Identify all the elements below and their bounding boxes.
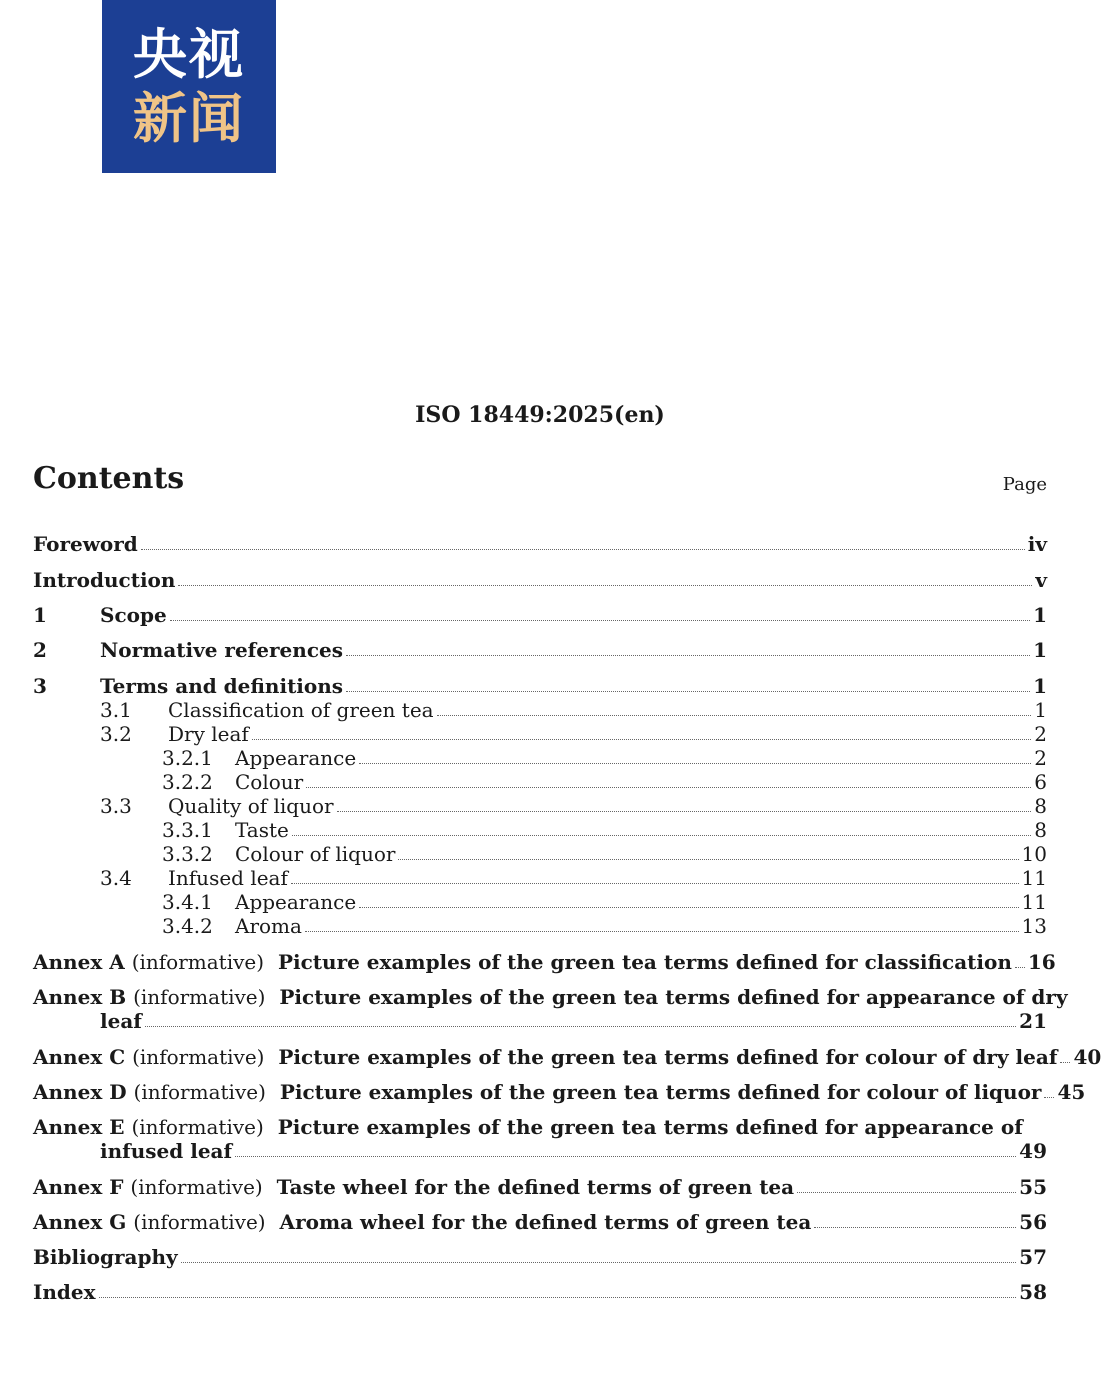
leader-dots [359,763,1031,764]
toc-entry-annex-b[interactable] [33,983,1068,1009]
leader-dots [292,835,1031,836]
annex-title-cont: leaf [100,1009,142,1033]
toc-label: Appearance [235,890,357,914]
leader-dots [145,1026,1016,1027]
toc-page: iv [1027,532,1047,556]
toc-entry-3-2-1[interactable] [162,744,1047,770]
toc-page: 11 [1021,890,1047,914]
annex-title: Picture examples of the green tea terms defined for colour of liquor [279,1080,1042,1104]
annex-title: Picture examples of the green tea terms defined for colour of dry leaf [278,1045,1058,1069]
annex-title: Picture examples of the green tea terms defined for classification [277,950,1012,974]
toc-entry-annex-g[interactable] [33,1208,1047,1234]
toc-page: 49 [1019,1139,1047,1163]
toc-label: Bibliography [33,1245,178,1269]
logo-text-top: 央视 [133,22,245,86]
toc-page: 57 [1019,1245,1047,1269]
toc-page: 21 [1019,1009,1047,1033]
leader-dots [797,1192,1016,1193]
annex-id: Annex G [33,1210,127,1234]
toc-page: 10 [1021,842,1047,866]
annex-id: Annex F [33,1175,124,1199]
toc-entry-annex-c[interactable] [33,1043,1101,1069]
toc-entry-annex-a[interactable] [33,948,1056,974]
annex-kind: (informative) [132,1045,265,1069]
toc-number: 3.2.1 [162,746,213,770]
annex-id: Annex A [33,950,125,974]
toc-page: 45 [1057,1080,1086,1104]
toc-label: Scope [100,603,167,627]
toc-entry-annex-e[interactable] [33,1113,1023,1139]
toc-entry-3-3-2[interactable] [162,840,1047,866]
toc-label: Dry leaf [168,722,249,746]
toc-label: Classification of green tea [168,698,434,722]
leader-dots [1060,1062,1070,1063]
toc-number: 3.3.2 [162,842,213,866]
leader-dots [306,787,1031,788]
toc-page: 8 [1034,794,1047,818]
toc-entry-annex-f[interactable] [33,1173,1047,1199]
toc-entry-3-4[interactable] [100,864,1047,890]
toc-label: Colour of liquor [235,842,396,866]
annex-id: Annex C [33,1045,126,1069]
leader-dots [398,859,1018,860]
toc-page: 58 [1019,1280,1047,1304]
annex-id: Annex E [33,1115,125,1139]
annex-title: Aroma wheel for the defined terms of green tea [279,1210,812,1234]
document-id: ISO 18449:2025(en) [415,402,665,428]
toc-page: 11 [1021,866,1047,890]
toc-number: 1 [33,603,47,627]
leader-dots [291,883,1019,884]
leader-dots [1044,1097,1054,1098]
toc-page: 6 [1034,770,1047,794]
toc-entry-3-3[interactable] [100,792,1047,818]
toc-label: Colour [235,770,304,794]
leader-dots [346,691,1030,692]
toc-label: Taste [235,818,289,842]
leader-dots [235,1156,1016,1157]
toc-label: Foreword [33,532,138,556]
leader-dots [346,655,1030,656]
toc-number: 3.4 [100,866,132,890]
annex-title-cont: infused leaf [100,1139,233,1163]
leader-dots [814,1227,1016,1228]
leader-dots [1015,967,1025,968]
toc-page: v [1035,568,1047,592]
annex-kind: (informative) [133,1210,266,1234]
cctv-news-logo [102,0,276,173]
toc-entry-3-2-2[interactable] [162,768,1047,794]
toc-label: Introduction [33,568,176,592]
toc-page: 2 [1034,722,1047,746]
toc-label: Infused leaf [168,866,288,890]
toc-entry-3-4-1[interactable] [162,888,1047,914]
logo-text-bottom: 新闻 [133,86,245,150]
toc-number: 3.1 [100,698,132,722]
toc-page: 13 [1021,914,1047,938]
toc-number: 3.4.1 [162,890,213,914]
annex-title: Picture examples of the green tea terms defined for appearance of dry [279,985,1068,1009]
leader-dots [359,907,1018,908]
annex-title: Picture examples of the green tea terms defined for appearance of [277,1115,1023,1139]
toc-label: Quality of liquor [168,794,334,818]
toc-entry-normative-references[interactable] [33,636,1047,662]
toc-entry-annex-b-cont[interactable] [100,1007,1047,1033]
toc-entry-index[interactable] [33,1278,1047,1304]
leader-dots [437,715,1032,716]
annex-kind: (informative) [133,985,266,1009]
toc-entry-3-1[interactable] [100,696,1047,722]
toc-page: 40 [1073,1045,1101,1069]
toc-page: 56 [1019,1210,1047,1234]
toc-entry-annex-e-cont[interactable] [100,1137,1047,1163]
annex-id: Annex D [33,1080,127,1104]
toc-entry-terms-and-definitions[interactable] [33,672,1047,698]
leader-dots [170,620,1030,621]
toc-entry-3-3-1[interactable] [162,816,1047,842]
toc-entry-scope[interactable] [33,601,1047,627]
toc-page: 8 [1034,818,1047,842]
toc-page: 1 [1034,698,1047,722]
toc-page: 2 [1034,746,1047,770]
annex-kind: (informative) [131,1115,264,1139]
annex-title: Taste wheel for the defined terms of green tea [276,1175,795,1199]
leader-dots [337,811,1032,812]
toc-label: Terms and definitions [100,674,344,698]
toc-label: Index [33,1280,96,1304]
toc-label: Aroma [235,914,302,938]
leader-dots [99,1297,1017,1298]
toc-page: 16 [1027,950,1056,974]
toc-number: 3.3 [100,794,132,818]
toc-label: Appearance [235,746,357,770]
toc-number: 3.2.2 [162,770,213,794]
toc-entry-foreword[interactable] [33,530,1047,556]
toc-entry-3-4-2[interactable] [162,912,1047,938]
toc-number: 2 [33,638,47,662]
leader-dots [305,931,1019,932]
toc-page: 1 [1033,638,1047,662]
contents-title: Contents [33,461,185,496]
annex-kind: (informative) [131,950,265,974]
toc-page: 1 [1033,674,1047,698]
leader-dots [252,739,1031,740]
toc-number: 3.4.2 [162,914,213,938]
leader-dots [181,1262,1017,1263]
annex-id: Annex B [33,985,127,1009]
toc-label: Normative references [100,638,343,662]
annex-kind: (informative) [133,1080,266,1104]
toc-entry-3-2[interactable] [100,720,1047,746]
toc-number: 3.2 [100,722,132,746]
page-column-heading: Page [1002,474,1047,495]
leader-dots [178,585,1032,586]
toc-page: 55 [1019,1175,1047,1199]
toc-number: 3.3.1 [162,818,213,842]
annex-kind: (informative) [130,1175,263,1199]
toc-entry-bibliography[interactable] [33,1243,1047,1269]
toc-number: 3 [33,674,47,698]
toc-entry-annex-d[interactable] [33,1078,1086,1104]
leader-dots [141,549,1025,550]
toc-entry-introduction[interactable] [33,566,1047,592]
toc-page: 1 [1033,603,1047,627]
